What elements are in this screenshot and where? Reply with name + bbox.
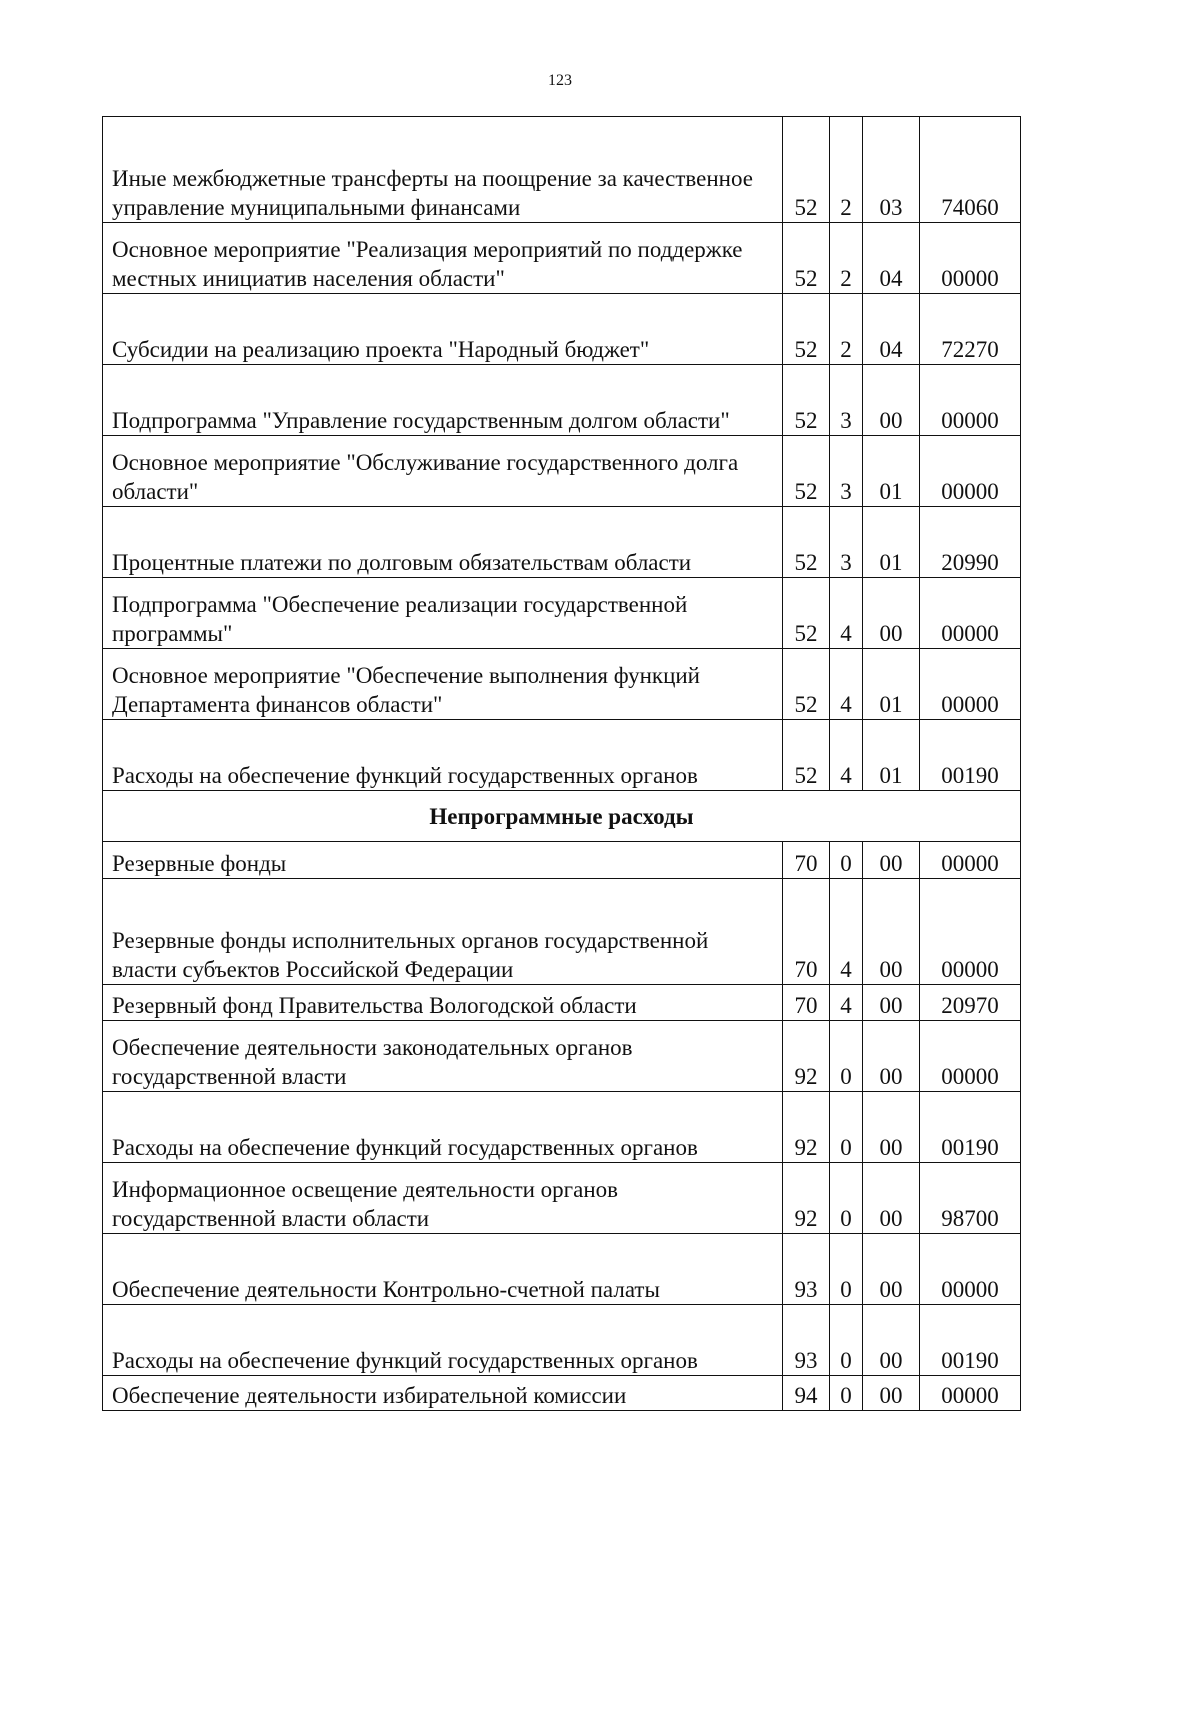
row-name: Процентные платежи по долговым обязательствам области xyxy=(103,507,783,578)
row-code-a: 92 xyxy=(783,1163,830,1234)
row-name: Резервный фонд Правительства Вологодской области xyxy=(103,985,783,1021)
row-code-b: 3 xyxy=(830,436,863,507)
table-row xyxy=(103,578,1021,649)
row-code-b: 4 xyxy=(830,649,863,720)
row-code-d: 72270 xyxy=(920,294,1021,365)
row-name: Обеспечение деятельности Контрольно-счетной палаты xyxy=(103,1234,783,1305)
row-code-c: 00 xyxy=(863,1305,920,1376)
row-code-d: 00190 xyxy=(920,1092,1021,1163)
row-code-c: 01 xyxy=(863,649,920,720)
budget-table-body xyxy=(103,117,1021,1411)
row-code-a: 70 xyxy=(783,842,830,879)
row-name: Подпрограмма "Управление государственным долгом области" xyxy=(103,365,783,436)
row-code-b: 4 xyxy=(830,720,863,791)
row-code-c: 04 xyxy=(863,294,920,365)
row-code-a: 93 xyxy=(783,1234,830,1305)
row-code-d: 00000 xyxy=(920,1376,1021,1411)
row-code-a: 52 xyxy=(783,507,830,578)
row-name: Обеспечение деятельности избирательной комиссии xyxy=(103,1376,783,1411)
row-name: Субсидии на реализацию проекта "Народный бюджет" xyxy=(103,294,783,365)
row-code-a: 52 xyxy=(783,365,830,436)
row-code-a: 52 xyxy=(783,117,830,223)
row-code-c: 00 xyxy=(863,1376,920,1411)
row-name: Резервные фонды xyxy=(103,842,783,879)
row-code-c: 04 xyxy=(863,223,920,294)
row-code-c: 00 xyxy=(863,365,920,436)
row-code-d: 00000 xyxy=(920,365,1021,436)
row-code-d: 00000 xyxy=(920,1021,1021,1092)
row-code-d: 98700 xyxy=(920,1163,1021,1234)
row-code-b: 2 xyxy=(830,223,863,294)
row-code-b: 2 xyxy=(830,117,863,223)
row-code-b: 0 xyxy=(830,1021,863,1092)
table-row xyxy=(103,842,1021,879)
row-code-c: 01 xyxy=(863,507,920,578)
table-row xyxy=(103,507,1021,578)
row-code-b: 4 xyxy=(830,879,863,985)
row-code-c: 00 xyxy=(863,985,920,1021)
table-row xyxy=(103,365,1021,436)
row-code-c: 00 xyxy=(863,1163,920,1234)
row-code-b: 3 xyxy=(830,507,863,578)
table-row xyxy=(103,1021,1021,1092)
row-code-d: 20970 xyxy=(920,985,1021,1021)
row-name: Расходы на обеспечение функций государственных органов xyxy=(103,720,783,791)
row-name: Основное мероприятие "Обеспечение выполнения функций Департамента финансов области" xyxy=(103,649,783,720)
section-title: Непрограммные расходы xyxy=(103,791,1021,842)
row-code-b: 0 xyxy=(830,1234,863,1305)
row-code-c: 01 xyxy=(863,436,920,507)
row-code-a: 52 xyxy=(783,223,830,294)
row-code-b: 0 xyxy=(830,1092,863,1163)
row-code-a: 52 xyxy=(783,578,830,649)
table-row xyxy=(103,117,1021,223)
row-name: Иные межбюджетные трансферты на поощрение за качественное управление муниципальными финансами xyxy=(103,117,783,223)
row-code-c: 00 xyxy=(863,578,920,649)
row-code-a: 93 xyxy=(783,1305,830,1376)
row-code-a: 94 xyxy=(783,1376,830,1411)
budget-table xyxy=(102,116,1021,1411)
row-name: Основное мероприятие "Реализация мероприятий по поддержке местных инициатив населения области" xyxy=(103,223,783,294)
row-code-a: 52 xyxy=(783,294,830,365)
row-name: Подпрограмма "Обеспечение реализации государственной программы" xyxy=(103,578,783,649)
row-code-d: 20990 xyxy=(920,507,1021,578)
row-code-c: 01 xyxy=(863,720,920,791)
table-row xyxy=(103,1163,1021,1234)
table-row xyxy=(103,436,1021,507)
row-code-d: 00000 xyxy=(920,578,1021,649)
table-row xyxy=(103,1234,1021,1305)
row-code-c: 00 xyxy=(863,879,920,985)
page-number: 123 xyxy=(548,72,572,89)
row-name: Резервные фонды исполнительных органов государственной власти субъектов Российской Федерации xyxy=(103,879,783,985)
row-code-c: 00 xyxy=(863,1234,920,1305)
row-code-a: 52 xyxy=(783,649,830,720)
table-row xyxy=(103,223,1021,294)
row-code-b: 0 xyxy=(830,1305,863,1376)
row-code-d: 00000 xyxy=(920,649,1021,720)
row-code-b: 3 xyxy=(830,365,863,436)
row-code-d: 00190 xyxy=(920,720,1021,791)
table-row xyxy=(103,985,1021,1021)
table-row xyxy=(103,720,1021,791)
row-code-a: 52 xyxy=(783,436,830,507)
table-row xyxy=(103,1376,1021,1411)
row-code-d: 00000 xyxy=(920,879,1021,985)
row-code-b: 0 xyxy=(830,842,863,879)
row-code-b: 2 xyxy=(830,294,863,365)
row-code-a: 52 xyxy=(783,720,830,791)
table-row xyxy=(103,294,1021,365)
table-row xyxy=(103,649,1021,720)
row-name: Расходы на обеспечение функций государственных органов xyxy=(103,1092,783,1163)
row-code-b: 0 xyxy=(830,1163,863,1234)
row-name: Обеспечение деятельности законодательных органов государственной власти xyxy=(103,1021,783,1092)
row-code-d: 00000 xyxy=(920,223,1021,294)
row-code-c: 00 xyxy=(863,842,920,879)
row-code-d: 00190 xyxy=(920,1305,1021,1376)
section-row xyxy=(103,791,1021,842)
row-code-d: 74060 xyxy=(920,117,1021,223)
row-name: Расходы на обеспечение функций государственных органов xyxy=(103,1305,783,1376)
row-code-a: 92 xyxy=(783,1092,830,1163)
row-code-d: 00000 xyxy=(920,842,1021,879)
row-name: Информационное освещение деятельности органов государственной власти области xyxy=(103,1163,783,1234)
row-code-b: 4 xyxy=(830,985,863,1021)
row-code-c: 00 xyxy=(863,1092,920,1163)
row-code-c: 00 xyxy=(863,1021,920,1092)
table-row xyxy=(103,1305,1021,1376)
row-code-d: 00000 xyxy=(920,436,1021,507)
table-row xyxy=(103,1092,1021,1163)
row-name: Основное мероприятие "Обслуживание государственного долга области" xyxy=(103,436,783,507)
row-code-b: 4 xyxy=(830,578,863,649)
row-code-a: 92 xyxy=(783,1021,830,1092)
row-code-c: 03 xyxy=(863,117,920,223)
row-code-b: 0 xyxy=(830,1376,863,1411)
row-code-a: 70 xyxy=(783,985,830,1021)
row-code-a: 70 xyxy=(783,879,830,985)
row-code-d: 00000 xyxy=(920,1234,1021,1305)
table-row xyxy=(103,879,1021,985)
